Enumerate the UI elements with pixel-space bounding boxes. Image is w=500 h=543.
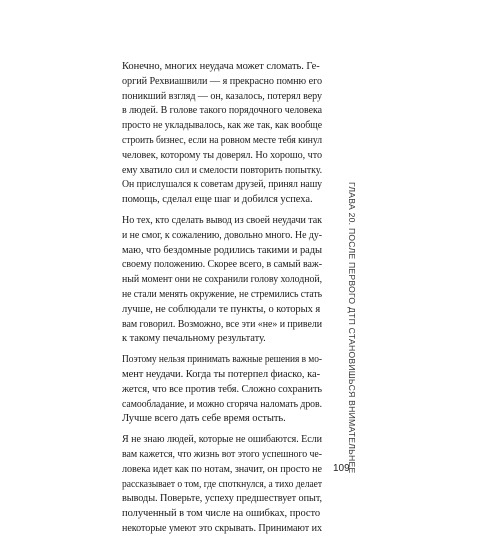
text-line: просто не укладывалось, как же так, как вообще bbox=[122, 120, 323, 132]
page-number: 109 bbox=[333, 463, 350, 474]
text-line: оргий Рехвиашвили — я прекрасно помню его bbox=[122, 75, 323, 87]
text-line: Но тех, кто сделать вывод из своей неудачи так bbox=[122, 214, 323, 226]
text-line: помощь, сделал еще шаг и добился успеха. bbox=[122, 194, 313, 206]
text-line: не стали менять окружение, не стремились стать bbox=[122, 288, 323, 300]
body-text bbox=[122, 60, 322, 543]
text-line: в людей. В голове такого порядочного человека bbox=[122, 105, 323, 117]
text-line: маю, что бездомные родились такими и рады bbox=[122, 244, 323, 256]
paragraph bbox=[122, 433, 322, 537]
paragraph bbox=[122, 60, 322, 208]
text-line: ловека идет как по нотам, значит, он просто не bbox=[122, 463, 322, 475]
text-line: рассказывает о том, где споткнулся, а тихо делает bbox=[122, 478, 323, 490]
paragraph bbox=[122, 353, 322, 427]
text-line: лучше, не соблюдали те пункты, о которых я bbox=[122, 303, 321, 315]
chapter-title: ГЛАВА 20. ПОСЛЕ ПЕРВОГО ДТП СТАНОВИШЬСЯ ВНИМАТЕЛЬНЕЕ bbox=[347, 182, 357, 474]
text-line: и не смог, к сожалению, довольно много. Не ду- bbox=[122, 229, 322, 241]
text-line: ему хватило сил и смелости повторить попытку. bbox=[122, 164, 323, 176]
text-line: поникший взгляд — он, казалось, потерял веру bbox=[122, 90, 323, 102]
running-head bbox=[344, 182, 357, 474]
text-line: вам говорил. Возможно, все эти «не» и привели bbox=[122, 318, 323, 330]
text-line: некоторые умеют это скрывать. Принимают их bbox=[122, 522, 322, 534]
text-line: Он прислушался к советам друзей, принял нашу bbox=[122, 179, 323, 191]
text-line: Поэтому нельзя принимать важные решения в мо- bbox=[122, 354, 322, 366]
text-line: строить бизнес, если на ровном месте тебя кинул bbox=[122, 134, 323, 146]
text-line: к такому печальному результату. bbox=[122, 333, 266, 345]
text-line: Лучше всего дать себе время остыть. bbox=[122, 413, 286, 425]
text-line: мент неудачи. Когда ты потерпел фиаско, ка- bbox=[122, 368, 321, 380]
text-line: вам кажется, что жизнь вот этого успешного че- bbox=[122, 448, 323, 460]
text-line: своему положению. Скорее всего, в самый важ- bbox=[122, 259, 322, 271]
text-line: Конечно, многих неудача может сломать. Ге- bbox=[122, 61, 320, 72]
text-line: Я не знаю людей, которые не ошибаются. Если bbox=[122, 434, 323, 446]
text-line: выводы. Поверьте, успеху предшествует опыт, bbox=[122, 493, 323, 505]
text-line: ный момент они не сохранили голову холодной, bbox=[122, 274, 322, 286]
text-line: жется, что все против тебя. Сложно сохранить bbox=[122, 383, 322, 395]
text-line: человек, которому ты доверял. Но хорошо, что bbox=[122, 149, 322, 161]
text-line: самообладание, и можно сгоряча наломать дров. bbox=[122, 398, 322, 410]
paragraph bbox=[122, 214, 322, 347]
text-line: полученный в том числе на ошибках, просто bbox=[122, 508, 321, 520]
